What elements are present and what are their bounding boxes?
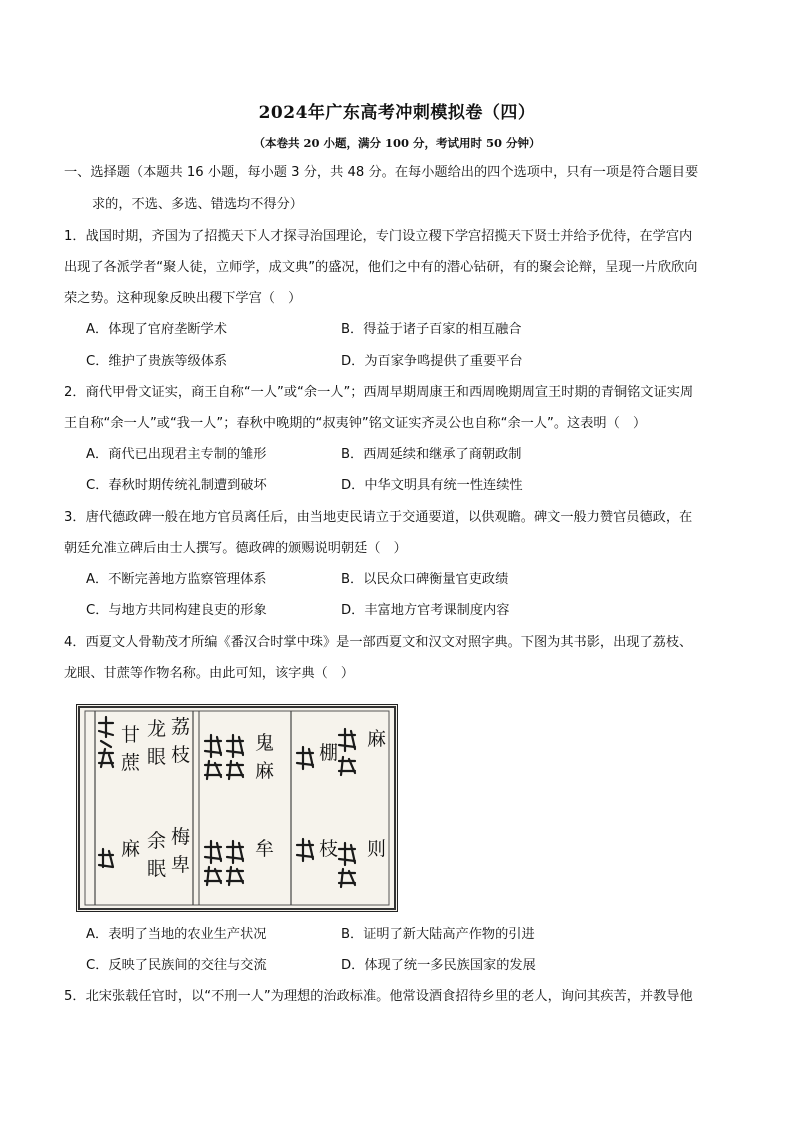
han-char-10: 鬼 — [255, 732, 275, 754]
question-3-option-a[interactable]: A．不断完善地方监察管理体系 — [86, 572, 267, 587]
dictionary-page-image — [76, 704, 398, 912]
han-char-13: 眠 — [147, 858, 167, 880]
question-1-line-2: 出现了各派学者“聚人徒，立师学，成文典”的盛况，他们之中有的潜心钻研，有的聚会论辩，呈现一片欣欣向 — [64, 260, 698, 275]
chinese-glyphs — [121, 716, 386, 880]
han-char-1: 甘 — [121, 724, 141, 746]
question-1-option-c[interactable]: C．维护了贵族等级体系 — [86, 354, 228, 369]
question-4-option-b[interactable]: B．证明了新大陆高产作物的引进 — [341, 927, 535, 942]
question-4-option-c[interactable]: C．反映了民族间的交往与交流 — [86, 958, 267, 973]
glyph-2 — [99, 749, 113, 767]
han-char-14: 牟 — [255, 838, 275, 860]
section-heading-line1: 一、选择题（本题共 16 小题，每小题 3 分，共 48 分。在每小题给出的四个选项中，只有一项是符合题目要 — [64, 165, 699, 180]
question-1-option-a[interactable]: A．体现了官府垄断学术 — [86, 322, 227, 337]
han-char-8: 余 — [147, 830, 167, 852]
question-5-line-1: 5．北宋张载任官时，以“不刑一人”为理想的治政标准。他常设酒食招待乡里的老人，询问其疾苦，并教导他 — [64, 989, 693, 1004]
question-1-line-3: 荣之势。这种现象反映出稷下学宫（ ） — [64, 291, 302, 306]
han-char-2: 蔗 — [121, 752, 141, 774]
han-char-11: 麻 — [255, 760, 275, 782]
question-4-option-a[interactable]: A．表明了当地的农业生产状况 — [86, 927, 267, 942]
han-char-9: 梅 — [171, 826, 191, 848]
question-2-option-a[interactable]: A．商代已出现君主专制的雏形 — [86, 447, 267, 462]
han-char-17: 麻 — [367, 728, 387, 750]
glyph-17 — [339, 869, 355, 887]
question-2-line-1: 2．商代甲骨文证实，商王自称“一人”或“余一人”；西周早期周康王和西周晚期周宣王时期的青铜铭文证实周 — [64, 385, 694, 400]
exam-subtitle: （本卷共 20 小题，满分 100 分，考试用时 50 分钟） — [253, 136, 541, 150]
glyph-3 — [99, 849, 113, 867]
question-3-line-2: 朝廷允准立碑后由士人撰写。德政碑的颁赐说明朝廷（ ） — [64, 541, 407, 556]
han-char-18: 则 — [367, 838, 387, 860]
glyph-12 — [297, 747, 313, 769]
glyph-7 — [227, 761, 243, 779]
glyph-4 — [205, 735, 221, 757]
question-3-option-c[interactable]: C．与地方共同构建良吏的形象 — [86, 603, 267, 618]
han-char-12: 卑 — [171, 854, 191, 876]
question-4-option-d[interactable]: D．体现了统一多民族国家的发展 — [341, 958, 536, 973]
han-char-4: 眼 — [147, 746, 167, 768]
glyph-9 — [205, 867, 221, 885]
glyph-15 — [339, 757, 355, 775]
glyph-10 — [227, 841, 243, 863]
exam-title: 2024年广东高考冲刺模拟卷（四） — [258, 103, 536, 123]
question-1-line-1: 1．战国时期，齐国为了招揽天下人才探寻治国理论，专门设立稷下学宫招揽天下贤士并给予优待，在学宫内 — [64, 229, 693, 244]
han-char-6: 枝 — [171, 744, 191, 766]
question-4-line-1: 4．西夏文人骨勒茂才所编《番汉合时掌中珠》是一部西夏文和汉文对照字典。下图为其书影，出现了荔枝、 — [64, 635, 693, 650]
dictionary-page-drawing — [77, 705, 397, 911]
han-char-7: 麻 — [121, 838, 141, 860]
question-4-line-2: 龙眼、甘蔗等作物名称。由此可知，该字典（ ） — [64, 666, 355, 681]
section-heading-line2: 求的，不选、多选、错选均不得分） — [92, 197, 303, 212]
glyph-16 — [339, 843, 355, 865]
glyph-8 — [205, 841, 221, 863]
question-3-option-b[interactable]: B．以民众口碑衡量官吏政绩 — [341, 572, 509, 587]
question-2-option-d[interactable]: D．中华文明具有统一性连续性 — [341, 478, 523, 493]
question-2-option-c[interactable]: C．春秋时期传统礼制遭到破坏 — [86, 478, 267, 493]
glyph-11 — [227, 867, 243, 885]
question-2-line-2: 王自称“余一人”或“我一人”；春秋中晚期的“叔夷钟”铭文证实齐灵公也自称“余一人”。这表明（ ） — [64, 416, 647, 431]
glyph-6 — [227, 735, 243, 757]
glyph-5 — [205, 761, 221, 779]
question-3-line-1: 3．唐代德政碑一般在地方官员离任后，由当地吏民请立于交通要道，以供观瞻。碑文一般力赞官员德政，在 — [64, 510, 693, 525]
glyph-1 — [99, 717, 113, 747]
glyph-14 — [339, 729, 355, 751]
question-1-option-b[interactable]: B．得益于诸子百家的相互融合 — [341, 322, 522, 337]
question-1-option-d[interactable]: D．为百家争鸣提供了重要平台 — [341, 354, 523, 369]
question-3-option-d[interactable]: D．丰富地方官考课制度内容 — [341, 603, 510, 618]
han-char-15: 棚 — [319, 742, 339, 764]
han-char-3: 龙 — [147, 718, 167, 740]
han-char-16: 枝 — [319, 838, 339, 860]
question-2-option-b[interactable]: B．西周延续和继承了商朝政制 — [341, 447, 522, 462]
han-char-5: 荔 — [171, 716, 191, 738]
glyph-13 — [297, 839, 313, 861]
